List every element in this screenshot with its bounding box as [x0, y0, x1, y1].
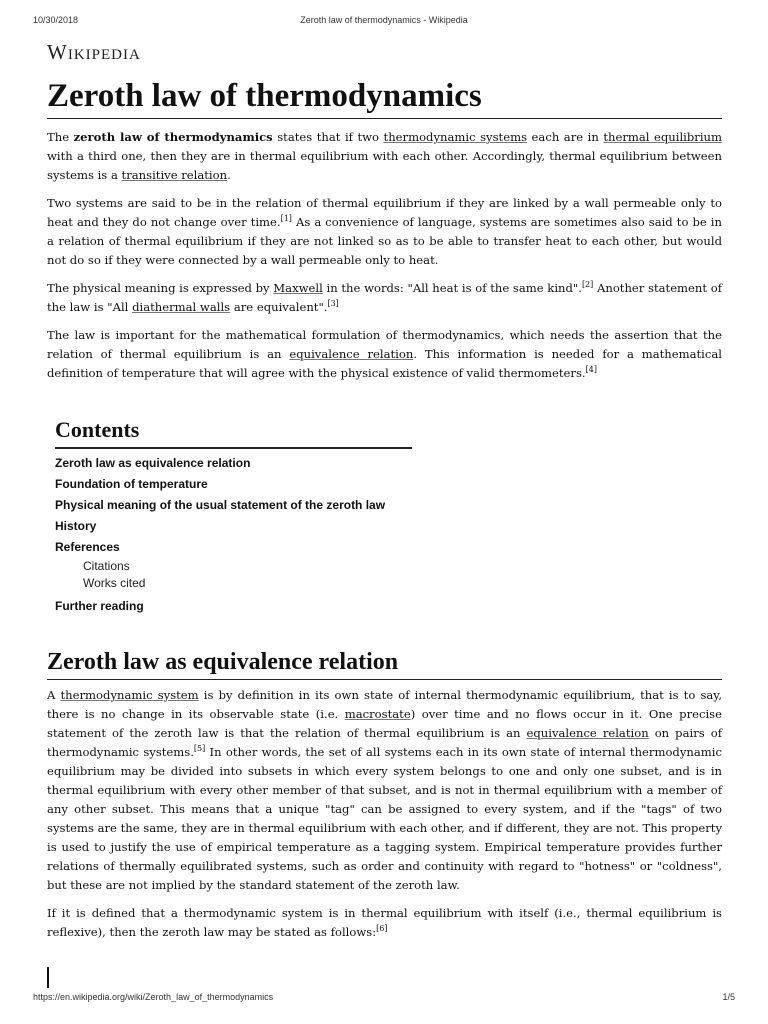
section-paragraph-1	[47, 686, 722, 895]
table-of-contents	[55, 415, 412, 617]
wikipedia-logo[interactable]: Wikipedia	[47, 40, 141, 64]
citation-5[interactable]: [5]	[193, 744, 206, 753]
text-cursor	[47, 967, 49, 988]
link-macrostate[interactable]: macrostate	[344, 707, 411, 721]
article-body	[47, 76, 722, 942]
text: are equivalent".	[230, 300, 328, 314]
text: each are in	[527, 130, 604, 144]
text: The	[47, 130, 74, 144]
text: The physical meaning is expressed by	[47, 281, 274, 295]
text: . This information is needed for a mathematical definition of temperature that will agree with the physical existence of valid thermometers.	[47, 347, 723, 380]
toc-item[interactable]: Further reading	[55, 599, 144, 613]
text: on pairs of thermodynamic systems.	[47, 726, 723, 759]
bold-term: zeroth law of thermodynamics	[73, 130, 273, 144]
link-diathermal-walls[interactable]: diathermal walls	[132, 300, 231, 314]
intro-paragraph-1	[47, 128, 722, 185]
link-equivalence-relation[interactable]: equivalence relation	[526, 726, 649, 740]
page-title: Zeroth law of thermodynamics	[47, 76, 722, 119]
link-thermodynamic-system[interactable]: thermodynamic system	[60, 688, 199, 702]
text: ) over time and no flows occur in it. One precise statement of the zeroth law is that the relation of thermal equilibrium is an	[47, 707, 722, 740]
citation-2[interactable]: [2]	[581, 280, 594, 289]
text: is by definition in its own state of internal thermodynamic equilibrium, that is to say, there is no change in its observable state (i.e.	[47, 688, 723, 721]
intro-paragraph-3	[47, 279, 722, 317]
intro-paragraph-4	[47, 326, 722, 383]
text: If it is defined that a thermodynamic system is in thermal equilibrium with itself (i.e., thermal equilibrium is reflexive), then the zeroth law may be stated as follows:	[47, 906, 722, 939]
link-equivalence-relation[interactable]: equivalence relation	[289, 347, 414, 361]
toc-item[interactable]: Zeroth law as equivalence relation	[55, 456, 251, 470]
toc-item[interactable]: References	[55, 540, 120, 554]
section-heading: Zeroth law as equivalence relation	[47, 647, 722, 680]
citation-4[interactable]: [4]	[585, 365, 597, 374]
section-paragraph-2	[47, 904, 722, 942]
text: in the words: "All heat is of the same kind".	[322, 281, 582, 295]
intro-paragraph-2	[47, 194, 722, 270]
citation-1[interactable]: [1]	[280, 214, 292, 223]
citation-6[interactable]: [6]	[376, 924, 388, 933]
print-header	[0, 15, 768, 29]
text: Two systems are said to be in the relation of thermal equilibrium if they are linked by a wall permeable only to heat and they do not change over time.	[47, 196, 722, 229]
print-footer	[0, 992, 768, 1006]
text: states that if two	[272, 130, 384, 144]
text: Another statement of the law is "All	[47, 281, 723, 314]
text: The law is important for the mathematical formulation of thermodynamics, which needs the assertion that the relation of thermal equilibrium is an	[47, 328, 722, 361]
print-page-number: 1/5	[722, 992, 735, 1002]
toc-item[interactable]: Foundation of temperature	[55, 477, 208, 491]
print-url[interactable]: https://en.wikipedia.org/wiki/Zeroth_law_of_thermodynamics	[33, 992, 274, 1002]
link-transitive-relation[interactable]: transitive relation	[121, 168, 228, 182]
print-page-title: Zeroth law of thermodynamics - Wikipedia	[300, 15, 468, 25]
toc-subitem[interactable]: Works cited	[83, 576, 146, 590]
text: As a convenience of language, systems are sometimes also said to be in a relation of thermal equilibrium if they are not linked so as to be able to transfer heat to each other, but would not do so if they were connected by a wall permeable only to heat.	[47, 215, 722, 267]
link-maxwell[interactable]: Maxwell	[273, 281, 323, 295]
link-thermal-equilibrium[interactable]: thermal equilibrium	[603, 130, 722, 144]
text: In other words, the set of all systems each in its own state of internal thermodynamic equilibrium may be divided into subsets in which every system belongs to one and only one subset, and is in thermal equilibrium with every other member of that subset, and is not in thermal equilibrium with a member of any other subset. This means that a unique "tag" can be assigned to every system, and if the "tags" of two systems are the same, they are in thermal equilibrium with each other, and if different, they are not. This property is used to justify the use of empirical temperature as a tagging system. Empirical temperature provides further relations of thermally equilibrated systems, such as order and continuity with regard to "hotness" or "coldness", but these are not implied by the standard statement of the zeroth law.	[47, 745, 722, 892]
toc-title: Contents	[55, 415, 412, 449]
text: .	[227, 168, 231, 182]
link-thermodynamic-systems[interactable]: thermodynamic systems	[383, 130, 528, 144]
toc-item[interactable]: Physical meaning of the usual statement of the zeroth law	[55, 498, 386, 512]
print-date: 10/30/2018	[33, 15, 79, 25]
toc-item[interactable]: History	[55, 519, 97, 533]
text: with a third one, then they are in thermal equilibrium with each other. Accordingly, thermal equilibrium between systems is a	[47, 149, 722, 182]
text: A	[47, 688, 61, 702]
toc-subitem[interactable]: Citations	[83, 559, 130, 573]
citation-3[interactable]: [3]	[327, 299, 339, 308]
toc-list	[55, 453, 412, 617]
